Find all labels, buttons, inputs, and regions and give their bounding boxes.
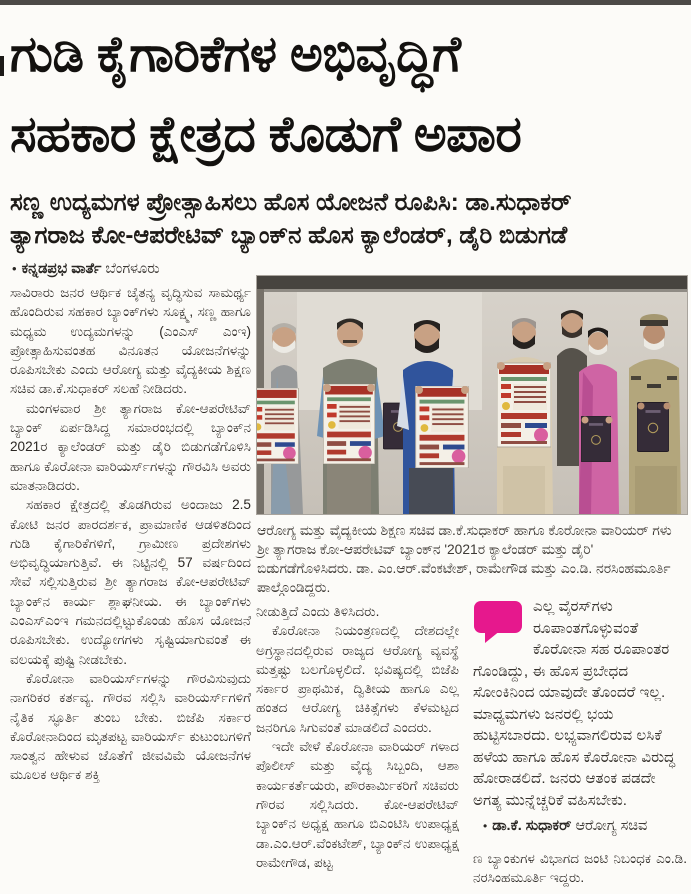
attribution-name: ಡಾ.ಕೆ. ಸುಧಾಕರ್	[492, 818, 572, 834]
right-column	[473, 596, 687, 890]
subheadline-line-2: ತ್ಯಾಗರಾಜ ಕೋ-ಆಪರೇಟಿವ್ ಬ್ಯಾಂಕ್‌ನ ಹೊಸ ಕ್ಯಾಲೆಂಡರ್, ಡೈರಿ ಬಿಡುಗಡೆ	[10, 222, 568, 249]
byline-bullet-icon: •	[12, 261, 17, 276]
pull-quote: ಎಲ್ಲ ವೈರಸ್‌ಗಳು ರೂಪಾಂತಗೊಳ್ಳುವಂತೆ ಕೊರೋನಾ ಸಹ ರೂಪಾಂತರ ಗೊಂಡಿದ್ದು, ಈ ಹೊಸ ಪ್ರಬೇಧದ ಸೋಂಕಿನಿಂದ ಯಾವುದೇ ತೊಂದರೆ ಇಲ್ಲ. ಮಾಧ್ಯಮಗಳು ಜನರಲ್ಲಿ ಭಯ ಹುಟ್ಟಿಸಬಾರದು. ಲಭ್ಯವಾಗಲಿರುವ ಲಸಿಕೆ ಹಳೆಯ ಹಾಗೂ ಹೊಸ ಕೊರೋನಾ ವಿರುದ್ಧ ಹೋರಾಡಲಿದೆ. ಜನರು ಆತಂಕ ಪಡದೇ ಅಗತ್ಯ ಮುನ್ನೆಚ್ಚರಿಕೆ ವಹಿಸಬೇಕು.	[473, 598, 676, 809]
left-column	[10, 283, 251, 889]
middle-column	[256, 602, 459, 890]
paragraph: ಸಹಕಾರ ಕ್ಷೇತ್ರದಲ್ಲಿ ತೊಡಗಿರುವ ಅಂದಾಜು 2.5 ಕೋಟಿ ಜನರ ಪಾರದರ್ಶಕ, ಪ್ರಾಮಾಣಿಕ ಆಡಳಿತದಿಂದ ಗುಡಿ ಕೈಗಾರಿಕೆಗಳಿಗೆ, ಗ್ರಾಮೀಣ ಪ್ರದೇಶಗಳು ಅಭಿವೃದ್ಧಿಯಾಗುತ್ತಿವೆ. ಈ ನಿಟ್ಟಿನಲ್ಲಿ 57 ವರ್ಷದಿಂದ ಸೇವೆ ಸಲ್ಲಿಸುತ್ತಿರುವ ಶ್ರೀ ತ್ಯಾಗರಾಜ ಕೋ-ಆಪರೇಟಿವ್ ಬ್ಯಾಂಕ್‌ನ ಕಾರ್ಯ ಶ್ಲಾಘನೀಯ. ಈ ಬ್ಯಾಂಕ್‌ಗಳು ಎಂಎಸ್‌ಎಂಇ ಗಮನದಲ್ಲಿಟ್ಟುಕೊಂಡು ಹೊಸ ಯೋಜನೆ ರೂಪಿಸಬೇಕು. ಉದ್ಯೋಗಗಳು ಸೃಷ್ಟಿಯಾಗುವಂತೆ ಈ ವಲಯಕ್ಕೆ ಪುಷ್ಟಿ ನೀಡಬೇಕು.	[10, 497, 251, 667]
paragraph: ಕೊರೋನಾ ವಾರಿಯರ್ಸ್‌ಗಳನ್ನು ಗೌರವಿಸುವುದು ನಾಗರಿಕರ ಕರ್ತವ್ಯ. ಗೌರವ ಸಲ್ಲಿಸಿ ವಾರಿಯರ್ಸ್‌ಗಳಿಗೆ ನೈತಿಕ ಸ್ಫೂರ್ತಿ ತುಂಬ ಬೇಕು. ಬಿಜೆಪಿ ಸರ್ಕಾರ ಕೊರೋನಾದಿಂದ ಮೃತಪಟ್ಟ ವಾರಿಯರ್ಸ್ ಕುಟುಂಬಗಳಿಗೆ ಸಾಂತ್ವನ ಹೇಳುವ ಜೊತೆಗೆ ಜೀವವಿಮೆ ಯೋಜನೆಗಳ ಮೂಲಕ ಆರ್ಥಿಕ ಶಕ್ತಿ	[10, 670, 251, 783]
byline-source: ಕನ್ನಡಪ್ರಭ ವಾರ್ತೆ	[21, 261, 102, 277]
attribution-bullet-icon: •	[483, 819, 488, 833]
paragraph: ಕೊರೋನಾ ನಿಯಂತ್ರಣದಲ್ಲಿ ದೇಶದಲ್ಲೇ ಅಗ್ರಸ್ಥಾನದಲ್ಲಿರುವ ರಾಜ್ಯದ ಆರೋಗ್ಯ ವ್ಯವಸ್ಥೆ ಮತ್ತಷ್ಟು ಬಲಗೊಳ್ಳಲಿದೆ. ಭವಿಷ್ಯದಲ್ಲಿ ಬಿಜೆಪಿ ಸರ್ಕಾರ ಪ್ರಾಥಮಿಕ, ದ್ವಿತೀಯ ಹಾಗೂ ಎಲ್ಲ ಹಂತದ ಆರೋಗ್ಯ ಚಿಕಿತ್ಸೆಗಳು ಕೆಳಮಟ್ಟದ ಜನರಿಗೂ ಸಿಗುವಂತೆ ಮಾಡಲಿದೆ ಎಂದರು.	[256, 623, 459, 735]
headline-line-2: ಸಹಕಾರ ಕ್ಷೇತ್ರದ ಕೊಡುಗೆ ಅಪಾರ	[10, 106, 522, 162]
paragraph: ಸಾವಿರಾರು ಜನರ ಆರ್ಥಿಕ ಚೈತನ್ಯ ವೃದ್ಧಿಸುವ ಸಾಮರ್ಥ್ಯ ಹೊಂದಿರುವ ಸಹಕಾರ ಬ್ಯಾಂಕ್‌ಗಳು ಸೂಕ್ಷ್ಮ, ಸಣ್ಣ ಹಾಗೂ ಮಧ್ಯಮ ಉದ್ಯಮಗಳನ್ನು (ಎಂಎಸ್ ಎಂಇ) ಪ್ರೋತ್ಸಾಹಿಸುವಂತಹ ವಿನೂತನ ಯೋಜನೆಗಳನ್ನು ರೂಪಿಸಬೇಕು ಎಂದು ಆರೋಗ್ಯ ಮತ್ತು ವೈದ್ಯಕೀಯ ಶಿಕ್ಷಣ ಸಚಿವ ಡಾ.ಕೆ.ಸುಧಾಕರ್ ಸಲಹೆ ನೀಡಿದರು.	[10, 285, 251, 397]
scan-artifact	[0, 56, 4, 76]
headline-line-1: ಗುಡಿ ಕೈಗಾರಿಕೆಗಳ ಅಭಿವೃದ್ಧಿಗೆ	[10, 26, 461, 82]
article-headline	[10, 14, 682, 174]
top-rule-divider	[0, 0, 691, 5]
continuation-paragraph: ಣ ಬ್ಯಾಂಕುಗಳ ವಿಭಾಗದ ಜಂಟಿ ನಿಬಂಧಕ ಎಂ.ಡಿ. ನರಸಿಂಹಮೂರ್ತಿ ಇದ್ದರು.	[473, 851, 687, 886]
news-photo-illustration	[257, 276, 687, 514]
quote-attribution	[473, 818, 687, 834]
attribution-title: ಆರೋಗ್ಯ ಸಚಿವ	[575, 818, 648, 834]
paragraph: ಮಂಗಳವಾರ ಶ್ರೀ ತ್ಯಾಗರಾಜ ಕೋ-ಆಪರೇಟಿವ್ ಬ್ಯಾಂಕ್ ಏರ್ಪಡಿಸಿದ್ದ ಸಮಾರಂಭದಲ್ಲಿ ಬ್ಯಾಂಕ್‌ನ 2021ರ ಕ್ಯಾಲೆಂಡರ್ ಮತ್ತು ಡೈರಿ ಬಿಡುಗಡೆಗೊಳಿಸಿ ಹಾಗೂ ಕೊರೋನಾ ವಾರಿಯರ್ಸ್‌ಗಳನ್ನು ಗೌರವಿಸಿ ಅವರು ಮಾತನಾಡಿದರು.	[10, 400, 251, 493]
subheadline-line-1: ಸಣ್ಣ ಉದ್ಯಮಗಳ ಪ್ರೋತ್ಸಾಹಿಸಲು ಹೊಸ ಯೋಜನೆ ರೂಪಿಸಿ: ಡಾ.ಸುಧಾಕರ್	[10, 189, 572, 216]
photo-caption: ಆರೋಗ್ಯ ಮತ್ತು ವೈದ್ಯಕೀಯ ಶಿಕ್ಷಣ ಸಚಿವ ಡಾ.ಕೆ.ಸುಧಾಕರ್ ಹಾಗೂ ಕೊರೋನಾ ವಾರಿಯರ್ ಗಳು ಶ್ರೀ ತ್ಯಾಗರಾಜ ಕೋ-ಆಪರೇಟಿವ್ ಬ್ಯಾಂಕ್‌ನ '2021ರ ಕ್ಯಾಲೆಂಡರ್ ಮತ್ತು ಡೈರಿ' ಬಿಡುಗಡೆಗೊಳಿಸಿದರು. ಡಾ. ಎಂ.ಆರ್.ವೆಂಕಟೇಶ್, ರಾಮೇಗೌಡ ಮತ್ತು ಎಂ.ಡಿ. ನರಸಿಂಹಮೂರ್ತಿ ಪಾಲ್ಗೊಂಡಿದ್ದರು.	[257, 523, 672, 595]
article-subheadline	[10, 186, 682, 252]
paragraph: ಇದೇ ವೇಳೆ ಕೊರೋನಾ ವಾರಿಯರ್ ಗಳಾದ ಪೊಲೀಸ್ ಮತ್ತು ವೈದ್ಯ ಸಿಬ್ಬಂದಿ, ಆಶಾ ಕಾರ್ಯಕರ್ತೆಯರು, ಪೌರಕಾರ್ಮಿಕರಿಗೆ ಸಚಿವರು ಗೌರವ ಸಲ್ಲಿಸಿದರು. ಕೋ-ಆಪರೇಟಿವ್ ಬ್ಯಾಂಕ್‌ನ ಅಧ್ಯಕ್ಷ ಹಾಗೂ ಬಿಎಂಟಿಸಿ ಉಪಾಧ್ಯಕ್ಷ ಡಾ.ಎಂ.ಆರ್.ವೆಂಕಟೇಶ್, ಬ್ಯಾಂಕ್‌ನ ಉಪಾಧ್ಯಕ್ಷ ರಾಮೇಗೌಡ, ಪಟ್ಟ	[256, 739, 459, 870]
quote-bubble-icon	[473, 600, 523, 644]
paragraph: ನೀಡುತ್ತಿದೆ ಎಂದು ತಿಳಿಸಿದರು.	[256, 604, 380, 619]
news-photo	[256, 275, 688, 515]
byline-location: ಬೆಂಗಳೂರು	[105, 261, 160, 277]
